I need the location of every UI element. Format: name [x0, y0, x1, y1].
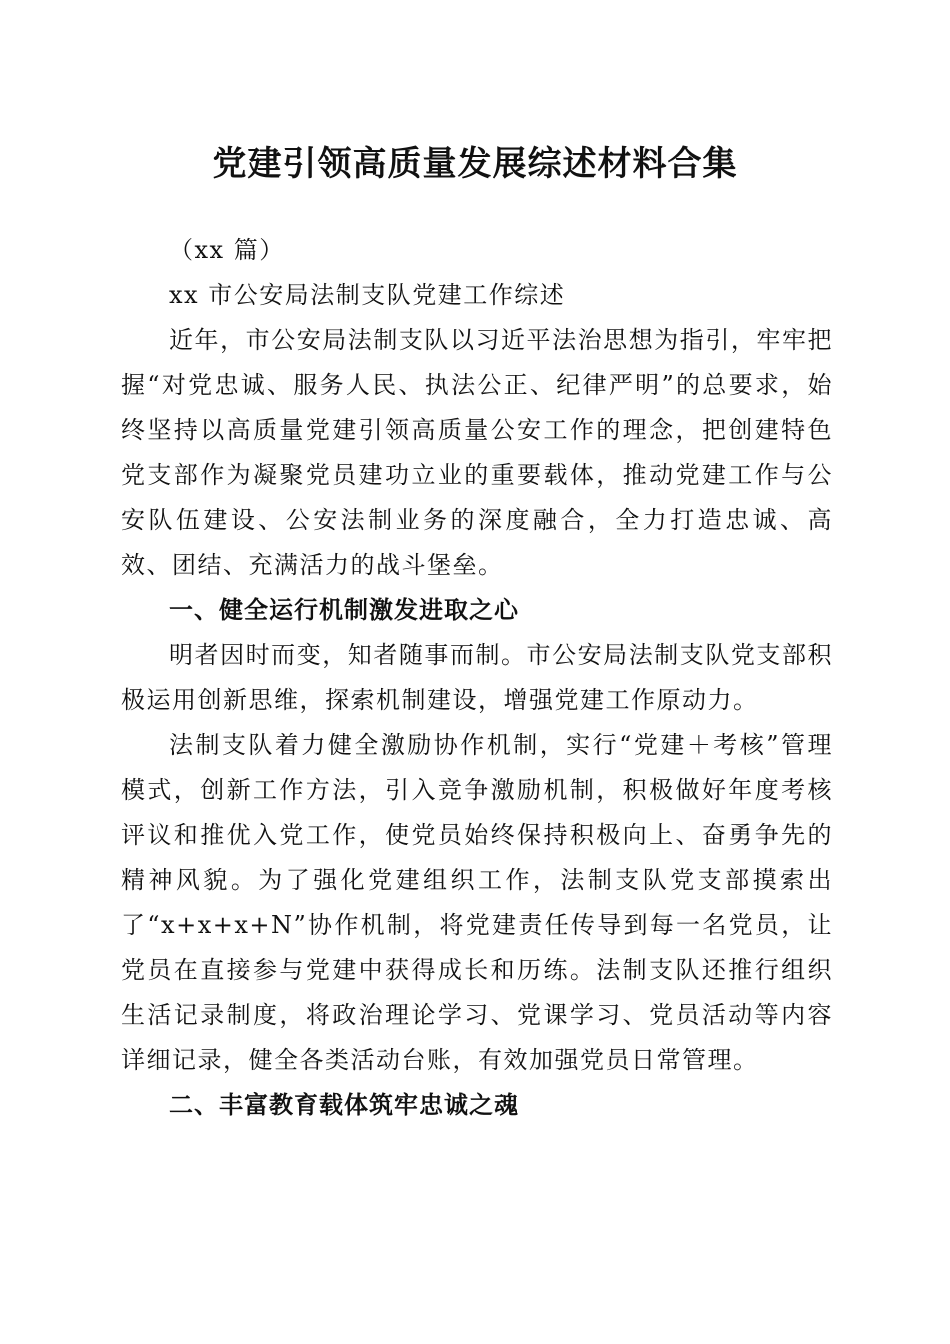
section-heading-1: 一、健全运行机制激发进取之心 — [169, 596, 519, 624]
document-title: 党建引领高质量发展综述材料合集 — [212, 144, 738, 184]
document-body — [121, 228, 833, 1128]
intro-paragraph: 近年，市公安局法制支队以习近平法治思想为指引，牢牢把握“对党忠诚、服务人民、执法公正、纪律严明”的总要求，始终坚持以高质量党建引领高质量公安工作的理念，把创建特色党支部作为凝聚党员建功立业的重要载体，推动党建工作与公安队伍建设、公安法制业务的深度融合，全力打造忠诚、高效、团结、充满活力的战斗堡垒。 — [121, 326, 833, 579]
body-paragraph: 明者因时而变，知者随事而制。市公安局法制支队党支部积极运用创新思维，探索机制建设，增强党建工作原动力。 — [121, 641, 833, 714]
section-heading-2: 二、丰富教育载体筑牢忠诚之魂 — [169, 1091, 519, 1119]
body-paragraph: 法制支队着力健全激励协作机制，实行“党建＋考核”管理模式，创新工作方法，引入竞争激励机制，积极做好年度考核评议和推优入党工作，使党员始终保持积极向上、奋勇争先的精神风貌。为了强化党建组织工作，法制支队党支部摸索出了“x+x+x+N”协作机制，将党建责任传导到每一名党员，让党员在直接参与党建中获得成长和历练。法制支队还推行组织生活记录制度，将政治理论学习、党课学习、党员活动等内容详细记录，健全各类活动台账，有效加强党员日常管理。 — [121, 731, 833, 1074]
volume-note: （xx 篇） — [169, 236, 285, 264]
article-subtitle: xx 市公安局法制支队党建工作综述 — [169, 281, 566, 309]
